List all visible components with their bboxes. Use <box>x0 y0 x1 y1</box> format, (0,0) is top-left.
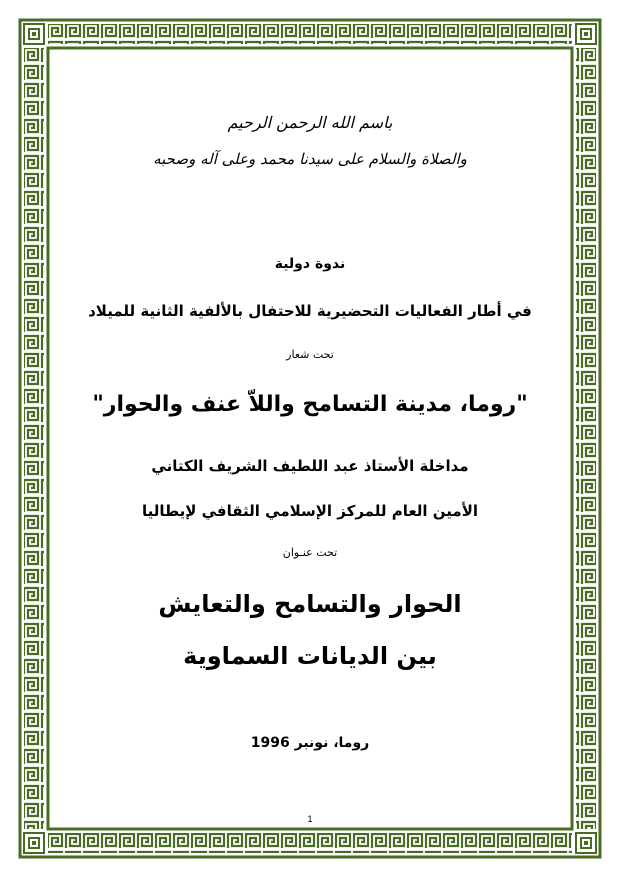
event-context: في أطار الفعاليات التحضيرية للاحتفال بالألفية الثانية للميلاد <box>88 302 532 320</box>
speaker-role: الأمين العام للمركز الإسلامي الثقافي لإيطاليا <box>141 502 479 520</box>
title-label: تحت عنـوان <box>282 546 338 559</box>
border-top <box>48 24 572 44</box>
place-date: روما، نونبر 1996 <box>250 735 370 751</box>
border-left <box>24 48 44 829</box>
seminar-heading: ندوة دولية <box>274 256 346 272</box>
main-title-line-2: بين الديانات السماوية <box>183 642 437 670</box>
slogan-label: تحت شعار <box>286 348 334 361</box>
page-number: 1 <box>307 814 313 824</box>
border-bottom <box>48 833 572 853</box>
main-title-line-1: الحوار والتسامح والتعايش <box>158 590 462 618</box>
salat-line: والصلاة والسلام على سيدنا محمد وعلى آله وصحبه <box>153 150 467 168</box>
slogan: "روما، مدينة التسامح واللاّ عنف والحوار" <box>92 392 528 417</box>
basmala: باسم الله الرحمن الرحيم <box>227 113 393 132</box>
cover-content <box>70 80 550 800</box>
border-right <box>576 48 596 829</box>
speaker-name: مداخلة الأستاذ عبد اللطيف الشريف الكتاني <box>151 457 469 475</box>
